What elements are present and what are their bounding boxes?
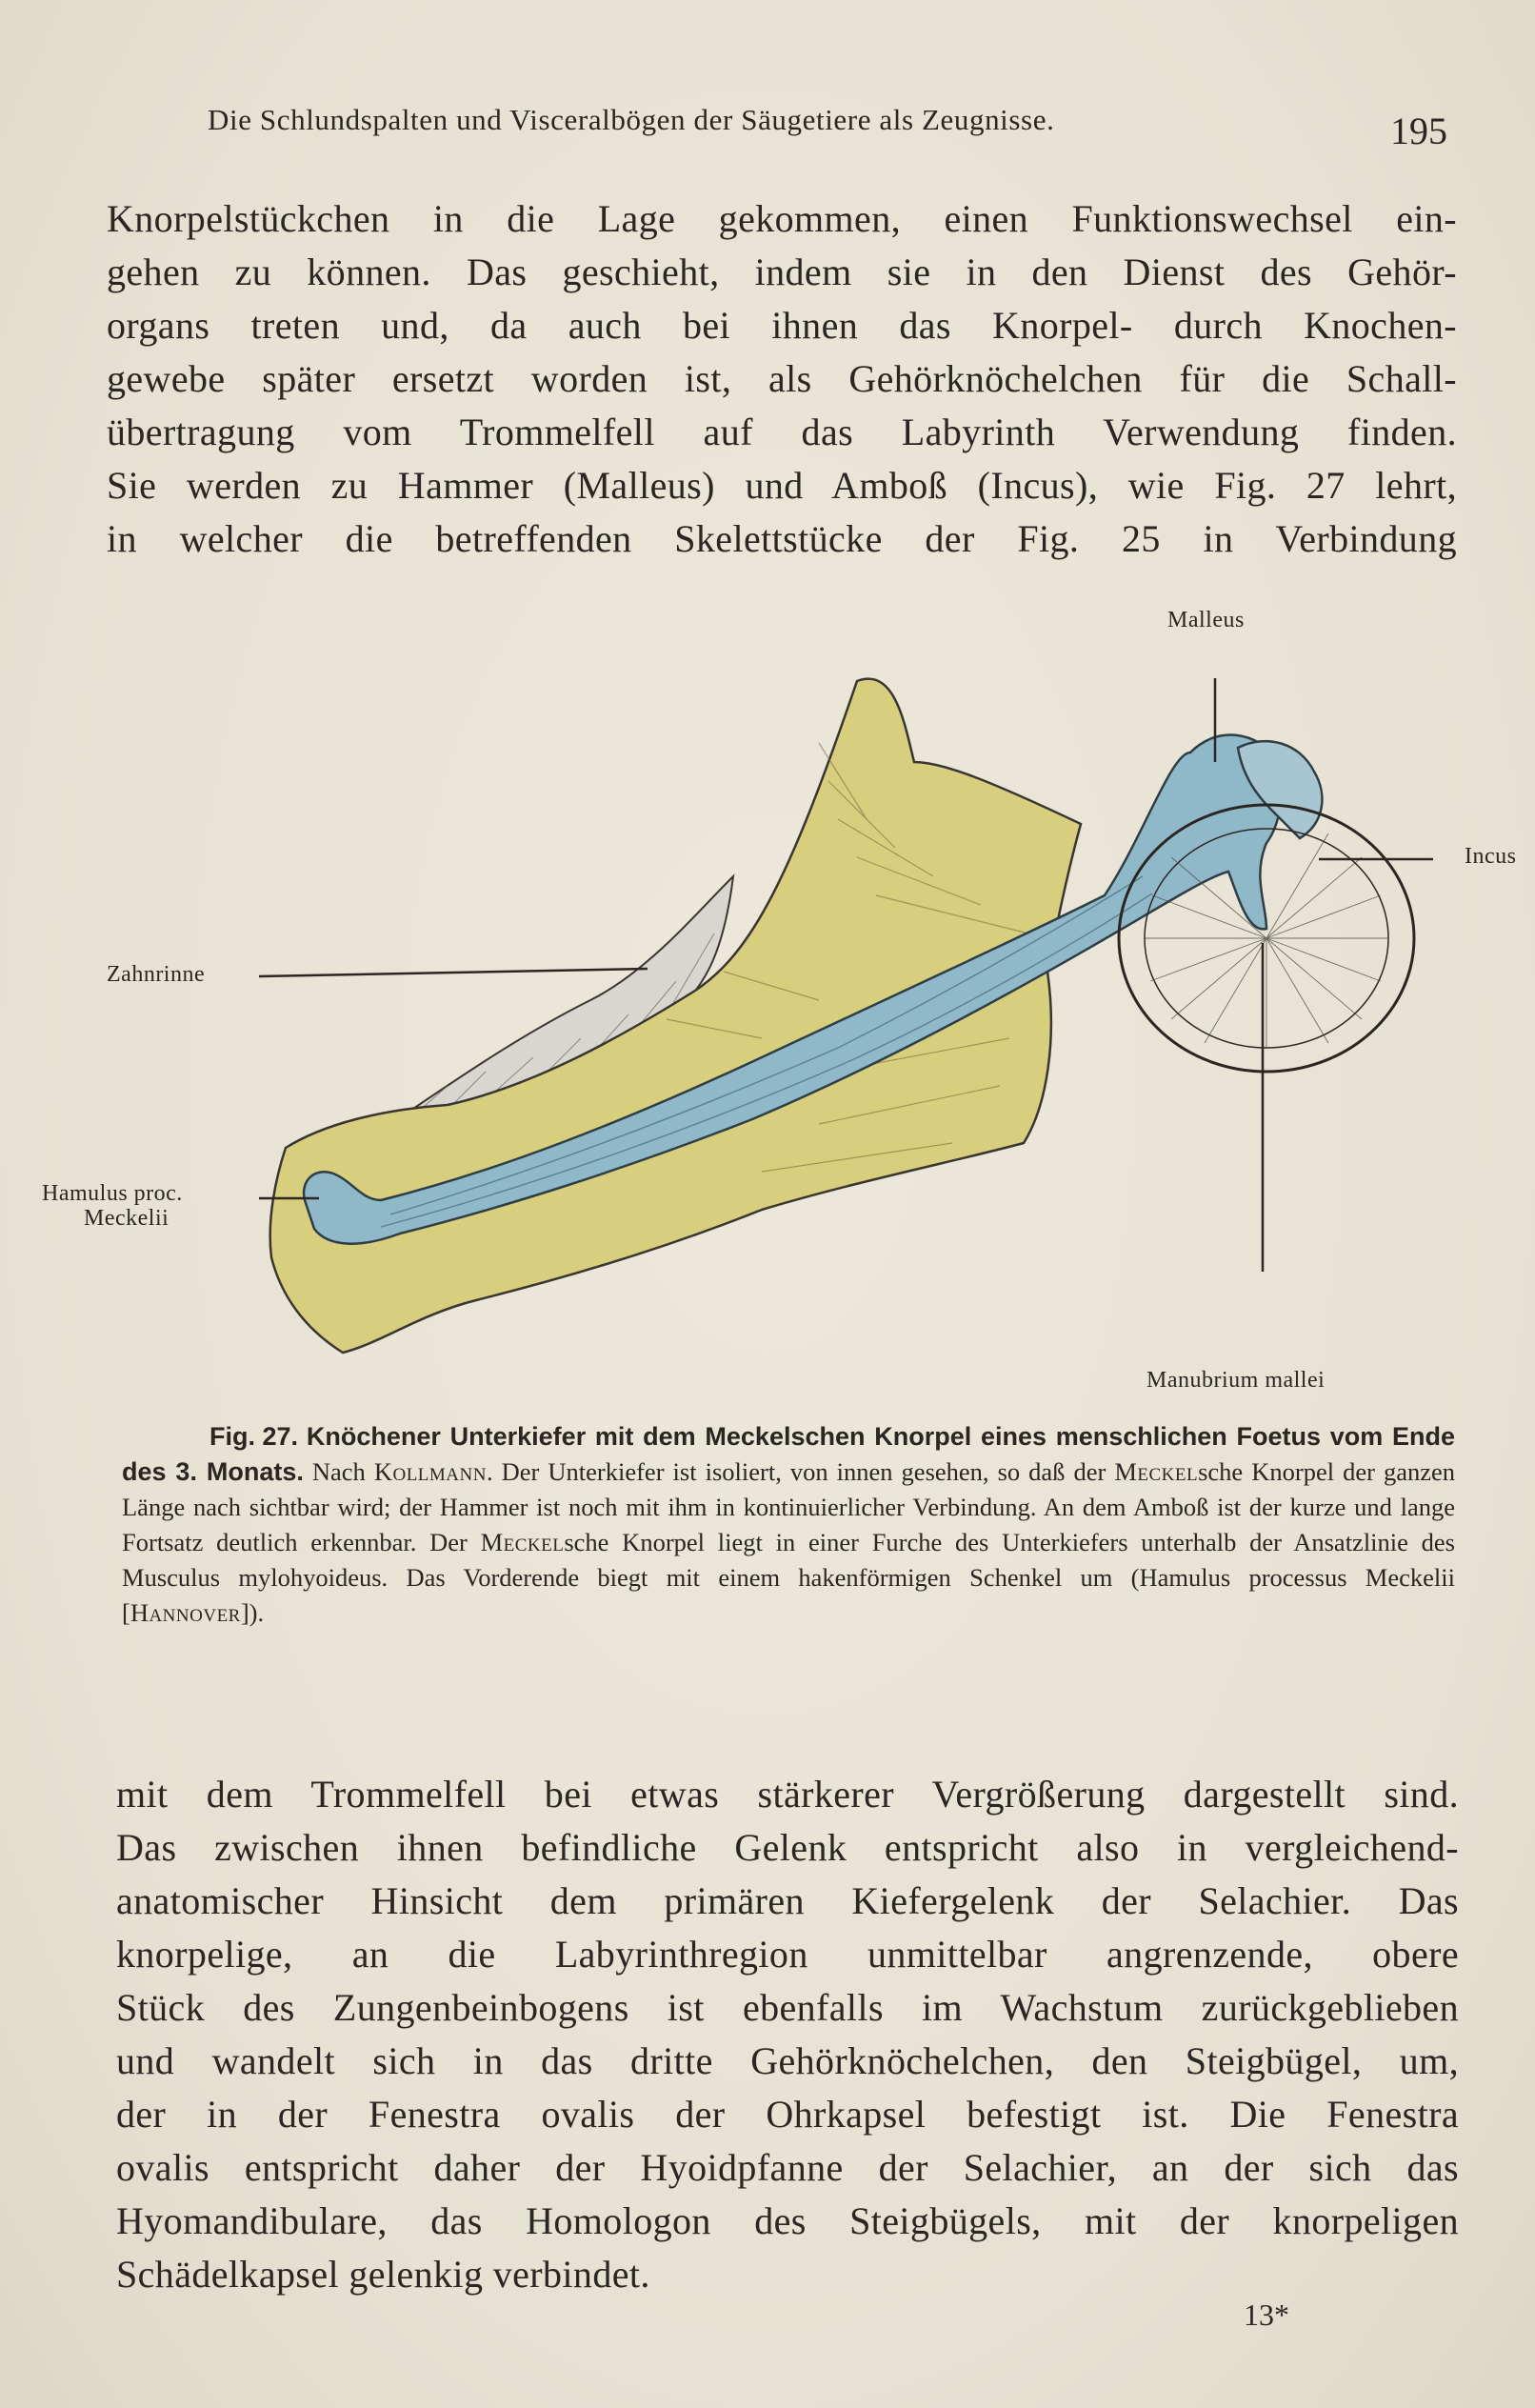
figure-caption xyxy=(122,1419,1455,1631)
text-line: organs treten und, da auch bei ihnen das Knorpel- durch Knochen- xyxy=(107,304,1457,347)
caption-name-meckel: Meckel xyxy=(1114,1457,1199,1486)
text-line: Schädelkapsel gelenkig verbindet. xyxy=(116,2253,650,2296)
jaw-illustration xyxy=(0,591,1535,1400)
caption-text: Nach xyxy=(303,1457,374,1486)
paragraph-bottom xyxy=(116,1768,1459,2301)
text-line: in welcher die betreffenden Skelettstücke der Fig. 25 in Verbindung xyxy=(107,517,1457,560)
label-hamulus-line-2: Meckelii xyxy=(84,1206,169,1231)
text-line: knorpelige, an die Labyrinthregion unmittelbar angrenzende, obere xyxy=(116,1933,1459,1976)
text-line: mit dem Trommelfell bei etwas stärkerer Vergrößerung dargestellt sind. xyxy=(116,1773,1459,1816)
label-hamulus-line-1: Hamulus proc. xyxy=(42,1181,183,1206)
text-line: ovalis entspricht daher der Hyoidpfanne der Selachier, an der sich das xyxy=(116,2146,1459,2189)
caption-title: Knöchener Unterkiefer mit dem Meckelschen Knorpel eines menschlichen Foetus vom Ende des 3. Monats. xyxy=(122,1422,1455,1486)
running-title: Die Schlundspalten und Visceralbögen der Säugetiere als Zeugnisse. xyxy=(208,103,1055,136)
paragraph-top xyxy=(107,192,1457,566)
caption-text: sche Knorpel der ganzen Länge nach sichtbar wird; der Hammer ist noch mit ihm in kontinuierlicher Verbindung. An dem Amboß ist der kurze und lange Fortsatz deutlich erkennbar. Der xyxy=(122,1457,1455,1556)
text-line: Knorpelstückchen in die Lage gekommen, einen Funktionswechsel ein- xyxy=(107,197,1457,240)
label-incus: Incus xyxy=(1465,844,1517,869)
text-line: Sie werden zu Hammer (Malleus) und Amboß (Incus), wie Fig. 27 lehrt, xyxy=(107,464,1457,507)
zahnrinne-leader-line xyxy=(259,969,648,976)
text-line: Hyomandibulare, das Homologon des Steigbügels, mit der knorpeligen xyxy=(116,2199,1459,2242)
caption-name-hannover: Hannover xyxy=(130,1598,241,1627)
caption-text: sche Knorpel liegt in einer Furche des Unterkiefers unterhalb der Ansatzlinie des Musculus mylohyoideus. Das Vorderende biegt mit einem hakenförmigen Schenkel um (Hamulus processus Meckelii [ xyxy=(122,1528,1455,1627)
text-line: gewebe später ersetzt worden ist, als Gehörknöchelchen für die Schall- xyxy=(107,357,1457,400)
caption-figure-number: Fig. 27. xyxy=(209,1422,299,1451)
label-manubrium: Manubrium mallei xyxy=(1146,1368,1326,1393)
text-line: Stück des Zungenbeinbogens ist ebenfalls im Wachstum zurückgeblieben xyxy=(116,1986,1459,2029)
text-line: Das zwischen ihnen befindliche Gelenk entspricht also in vergleichend- xyxy=(116,1826,1459,1869)
text-line: übertragung vom Trommelfell auf das Labyrinth Verwendung finden. xyxy=(107,411,1457,453)
caption-text: . Der Unterkiefer ist isoliert, von innen gesehen, so daß der xyxy=(486,1457,1115,1486)
caption-text: ]). xyxy=(240,1598,265,1627)
caption-author: Kollmann xyxy=(373,1457,487,1486)
text-line: und wandelt sich in das dritte Gehörknöchelchen, den Steigbügel, um, xyxy=(116,2039,1459,2082)
caption-name-meckel: Meckel xyxy=(480,1528,565,1556)
label-zahnrinne: Zahnrinne xyxy=(107,962,206,987)
label-malleus: Malleus xyxy=(1167,608,1245,632)
figure-27 xyxy=(0,591,1535,1400)
text-line: der in der Fenestra ovalis der Ohrkapsel befestigt ist. Die Fenestra xyxy=(116,2093,1459,2136)
text-line: gehen zu können. Das geschieht, indem sie in den Dienst des Gehör- xyxy=(107,251,1457,293)
page-number: 195 xyxy=(1390,110,1447,152)
text-line: anatomischer Hinsicht dem primären Kiefergelenk der Selachier. Das xyxy=(116,1879,1459,1922)
signature-mark: 13* xyxy=(1244,2298,1289,2332)
